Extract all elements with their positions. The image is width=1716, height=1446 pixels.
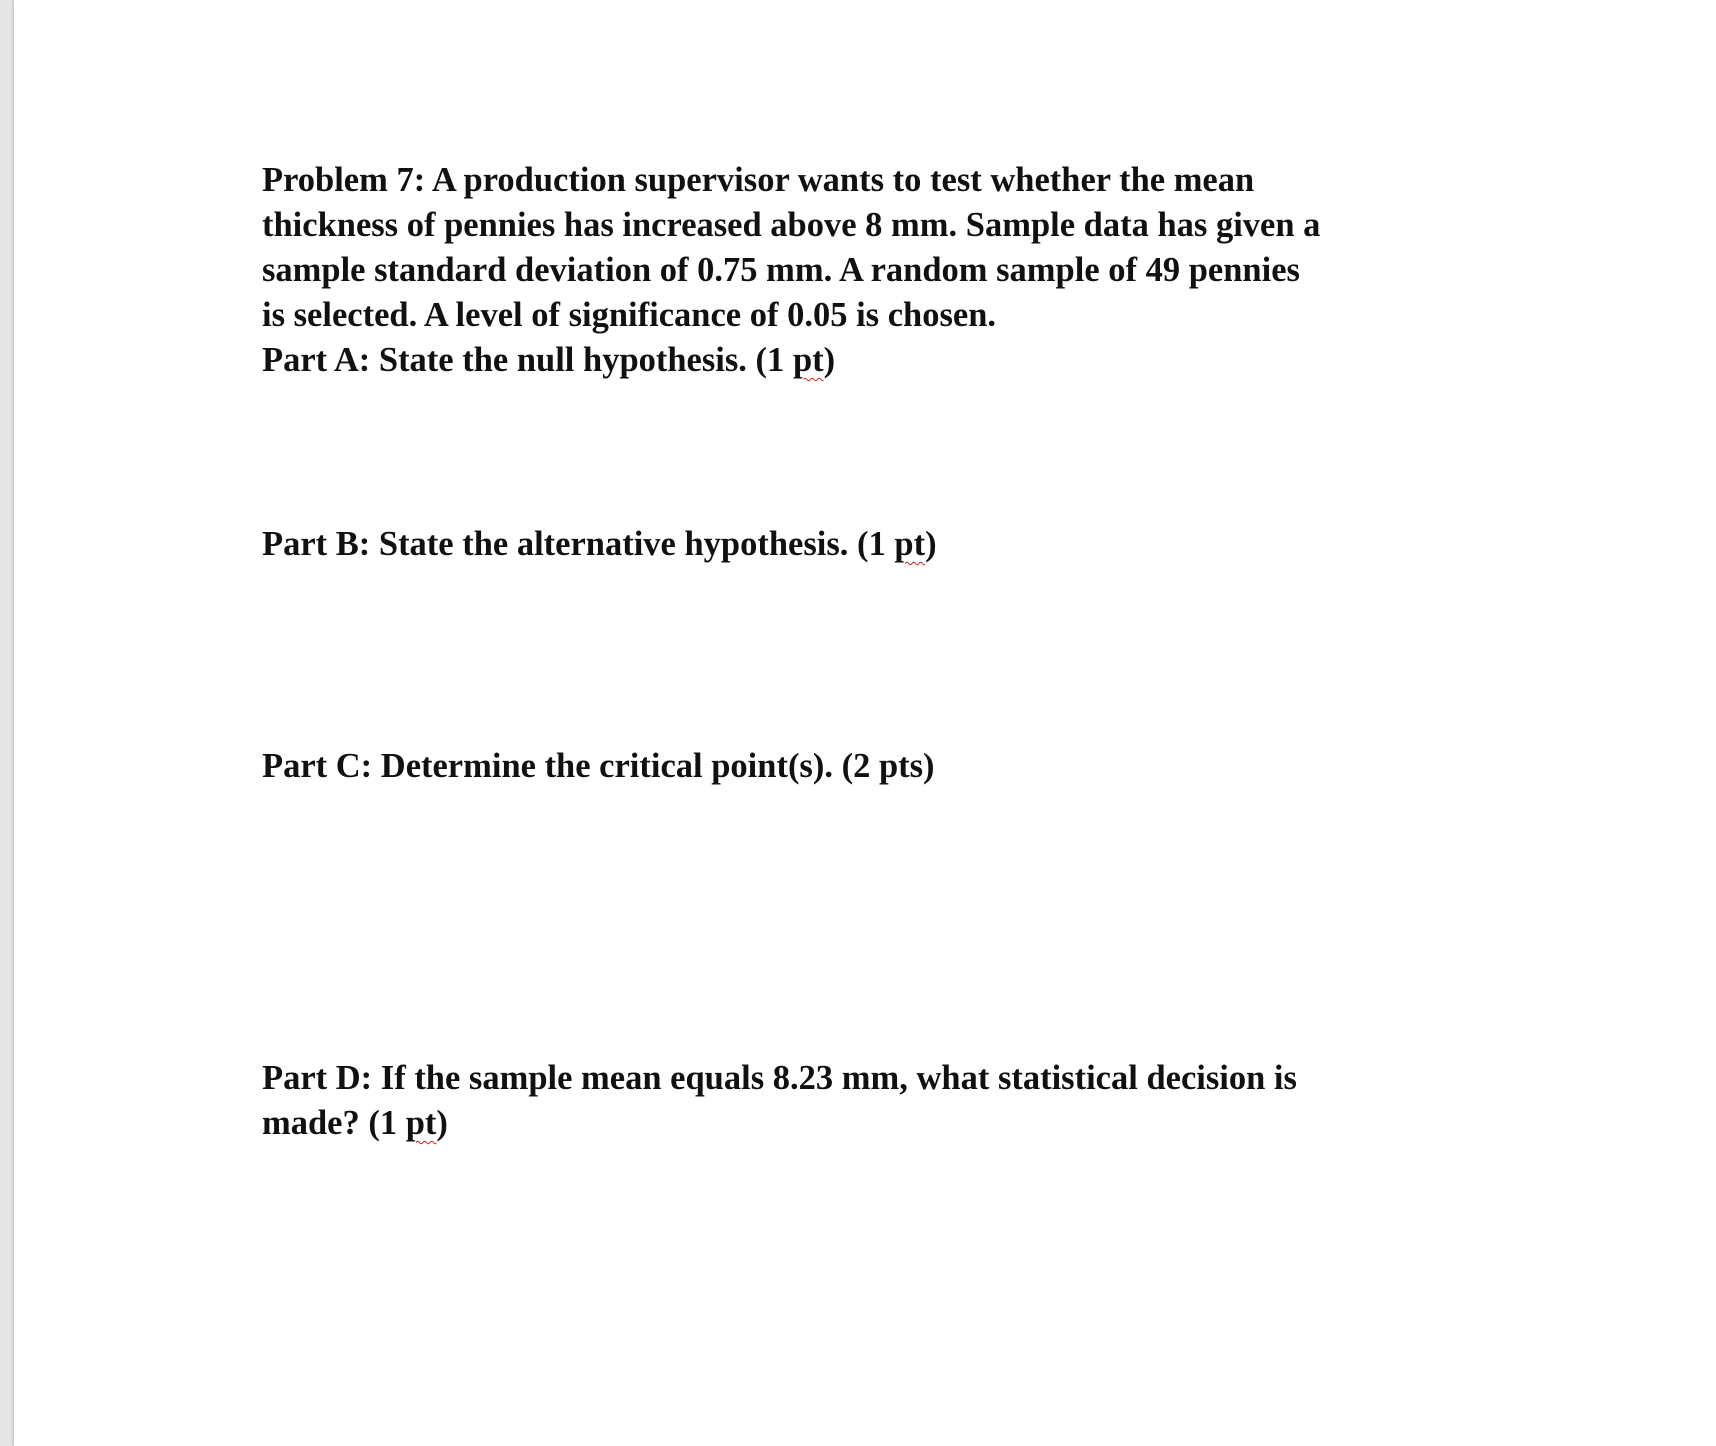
spellcheck-flagged-word[interactable]: pt [792,341,824,379]
part-a-text: Part A: State the null hypothesis. (1 [262,341,793,379]
spellcheck-flagged-word[interactable]: pt [894,525,926,563]
problem-statement [262,158,1502,338]
part-d-line-2-text: made? (1 [262,1104,406,1142]
problem-line-3: sample standard deviation of 0.75 mm. A random sample of 49 pennies [262,251,1300,289]
part-d-line-1: Part D: If the sample mean equals 8.23 mm, what statistical decision is [262,1059,1297,1097]
part-c-question [262,744,935,789]
document-content[interactable] [262,158,1502,1142]
problem-line-1: Problem 7: A production supervisor wants to test whether the mean [262,161,1255,199]
part-b-tail: ) [925,525,937,563]
spellcheck-flagged-word[interactable]: pt [405,1104,437,1142]
part-a-question [262,338,1502,383]
part-a-tail: ) [823,341,836,379]
problem-line-2: thickness of pennies has increased above 8 mm. Sample data has given a [262,206,1321,244]
problem-line-4: is selected. A level of significance of 0.05 is chosen. [262,296,997,334]
part-c-text: Part C: Determine the critical point(s). (2 pts) [262,747,935,785]
part-d-tail: ) [436,1104,448,1142]
part-b-text: Part B: State the alternative hypothesis. (1 [262,525,895,563]
part-d-question [262,1056,1297,1146]
part-b-question [262,522,937,567]
document-page[interactable] [14,0,1716,1446]
part-d-line-2 [262,1101,1297,1146]
